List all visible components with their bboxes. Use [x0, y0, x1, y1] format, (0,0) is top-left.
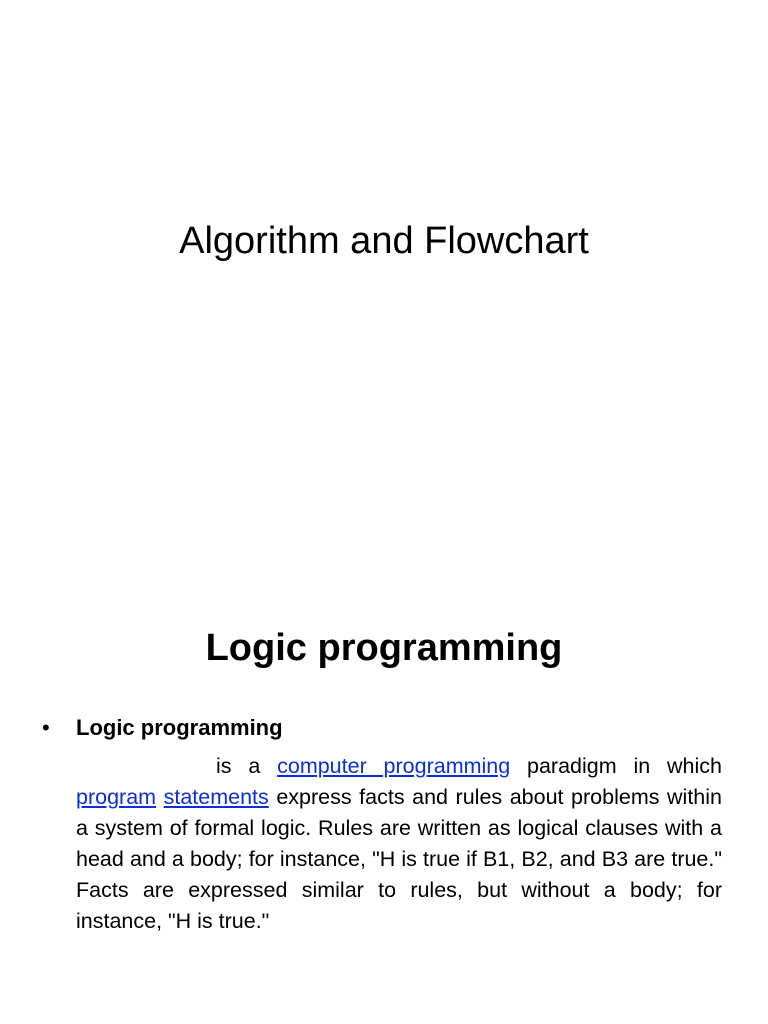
program-link[interactable]: program [76, 785, 157, 809]
body-paragraph [76, 751, 722, 937]
statements-link[interactable]: statements [163, 785, 269, 809]
paragraph-text: is a [216, 754, 278, 778]
paragraph-text [156, 785, 164, 809]
paragraph-text: paradigm in which [510, 754, 722, 778]
paragraph-text: express facts and rules about problems within a system of formal logic. Rules are written as logical clauses with a head and a body; for instance, "H is true if B1, B2, and B3 are true." Facts are expressed similar to rules, but without a body; for instance, "H is true." [76, 785, 722, 933]
computer-programming-link[interactable]: computer programming [277, 754, 511, 778]
bullet-dot-icon: • [42, 715, 50, 740]
section-title: Logic programming [205, 627, 563, 669]
slide-title: Algorithm and Flowchart [179, 220, 589, 262]
bullet-heading: Logic programming [76, 715, 283, 740]
